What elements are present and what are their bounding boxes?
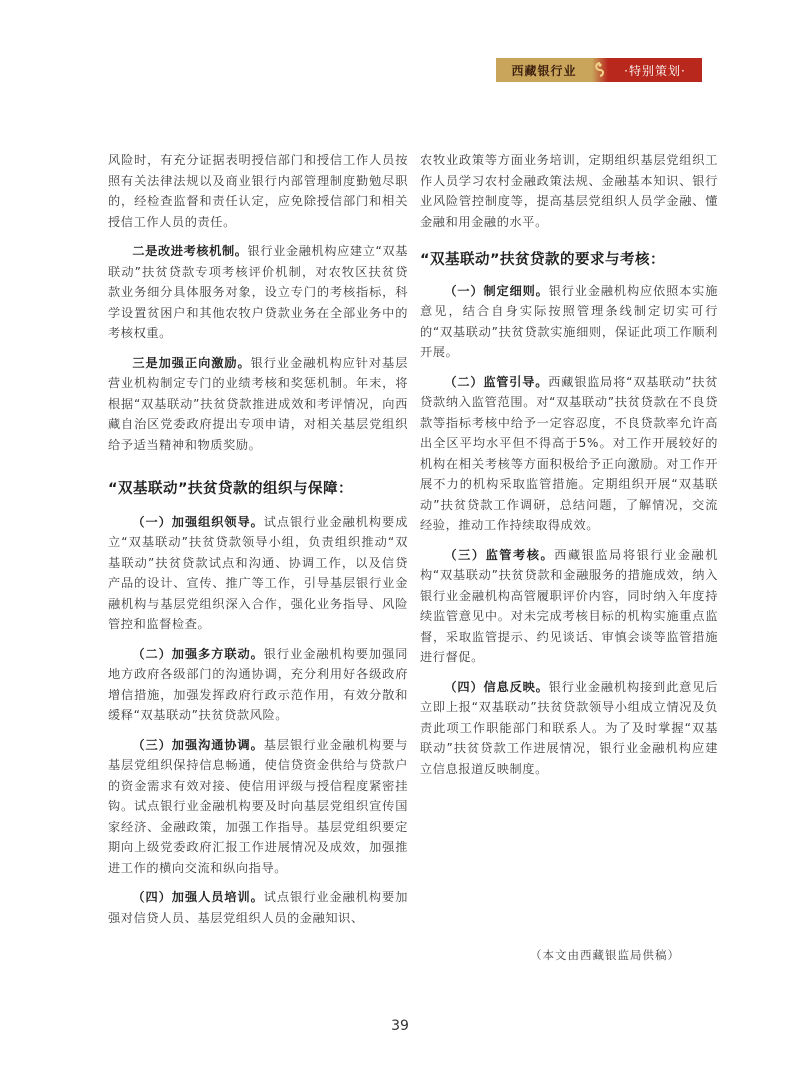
paragraph: 风险时，有充分证据表明授信部门和授信工作人员按照有关法律法规以及商业银行内部管理制度勤勉尽职的，经检查监督和责任认定，应免除授信部门和相关授信工作人员的责任。 bbox=[108, 153, 408, 229]
paragraph-body: 银行业金融机构要加强同地方政府各级部门的沟通协调，充分利用好各级政府增信措施，加强发挥政府行政示范作用，有效分散和缓释“双基联动”扶贫贷款风险。 bbox=[108, 646, 408, 722]
paragraph-lead: （三）监管考核。 bbox=[444, 547, 555, 562]
right-column bbox=[420, 150, 718, 788]
paragraph bbox=[108, 353, 408, 456]
paragraph-lead: （一）制定细则。 bbox=[444, 283, 549, 298]
paragraph-lead: （四）信息反映。 bbox=[444, 679, 549, 694]
paragraph-body: 银行业金融机构应依照本实施意见，结合自身实际按照管理条线制定切实可行的“双基联动”扶贫贷款实施细则，保证此项工作顺利开展。 bbox=[420, 283, 718, 359]
section-heading: “双基联动”扶贫贷款的组织与保障： bbox=[108, 481, 354, 497]
paragraph-lead: （二）加强多方联动。 bbox=[132, 646, 264, 661]
section-label: ·特别策划· bbox=[608, 58, 702, 82]
paragraph-body: 西藏银监局将“双基联动”扶贫贷款纳入监管范围。对“双基联动”扶贫贷款在不良贷款等指标考核中给予一定容忍度，不良贷款率允许高出全区平均水平但不得高于5%。对工作开展较好的机构在相关考核等方面积极给予正向激励。对工作开展不力的机构采取监管措施。定期组织开展“双基联动”扶贫贷款工作调研，总结问题，了解情况，交流经验，推动工作持续取得成效。 bbox=[420, 374, 718, 532]
source-credit: （本文由西藏银监局供稿） bbox=[530, 948, 680, 962]
paragraph-lead: 二是改进考核机制。 bbox=[132, 244, 248, 258]
swirl-icon bbox=[592, 58, 608, 82]
paragraph-lead: （二）监管引导。 bbox=[444, 374, 549, 389]
paragraph bbox=[420, 677, 718, 780]
paragraph-body: 银行业金融机构接到此意见后立即上报“双基联动”扶贫贷款领导小组成立情况及负责此项工作职能部门和联系人。为了及时掌握“双基联动”扶贫贷款工作进展情况，银行业金融机构应建立信息报道反映制度。 bbox=[420, 679, 718, 776]
paragraph bbox=[420, 281, 718, 363]
paragraph bbox=[108, 512, 408, 635]
paragraph bbox=[108, 887, 408, 928]
paragraph bbox=[108, 241, 408, 344]
paragraph bbox=[420, 372, 718, 536]
section-heading: “双基联动”扶贫贷款的要求与考核： bbox=[420, 252, 666, 268]
paragraph bbox=[108, 735, 408, 879]
page-number: 39 bbox=[391, 1018, 409, 1034]
paragraph-body: 试点银行业金融机构要加强对信贷人员、基层党组织人员的金融知识、 bbox=[108, 890, 408, 925]
paragraph-body: 基层银行业金融机构要与基层党组织保持信息畅通，使信贷资金供给与贷款户的资金需求有效对接、使信用评级与授信程度紧密挂钩。试点银行业金融机构要及时向基层党组织宣传国家经济、金融政策，加强工作指导。基层党组织要定期向上级党委政府汇报工作进展情况及成效，加强推进工作的横向交流和纵向指导。 bbox=[108, 737, 408, 875]
paragraph-lead: （三）加强沟通协调。 bbox=[132, 737, 264, 752]
paragraph-lead: （一）加强组织领导。 bbox=[132, 514, 264, 529]
magazine-brand: 西藏银行业 bbox=[496, 58, 592, 82]
paragraph-lead: 三是加强正向激励。 bbox=[132, 355, 251, 370]
paragraph bbox=[108, 644, 408, 726]
paragraph-body: 银行业金融机构应建立“双基联动”扶贫贷款专项考核评价机制，对农牧区扶贫贷款业务细分具体服务对象，设立专门的考核指标，科学设置贫困户和其他农牧户贷款业务在全部业务中的考核权重。 bbox=[108, 244, 408, 340]
paragraph bbox=[420, 545, 718, 668]
left-column bbox=[108, 150, 408, 937]
paragraph-body: 银行业金融机构应针对基层营业机构制定专门的业绩考核和奖惩机制。年末，将根据“双基联动”扶贫贷款推进成效和考评情况，向西藏自治区党委政府提出专项申请，对相关基层党组织给予适当精神和物质奖励。 bbox=[108, 355, 408, 452]
paragraph-lead: （四）加强人员培训。 bbox=[132, 890, 264, 904]
paragraph: 农牧业政策等方面业务培训，定期组织基层党组织工作人员学习农村金融政策法规、金融基本知识、银行业风险管控制度等，提高基层党组织人员学金融、懂金融和用金融的水平。 bbox=[420, 153, 718, 229]
paragraph-body: 试点银行业金融机构要成立“双基联动”扶贫贷款领导小组，负责组织推动“双基联动”扶贫贷款试点和沟通、协调工作，以及信贷产品的设计、宣传、推广等工作，引导基层银行业金融机构与基层党组织深入合作，强化业务指导、风险管控和监督检查。 bbox=[108, 514, 408, 631]
header-band bbox=[496, 58, 702, 82]
paragraph-body: 西藏银监局将银行业金融机构“双基联动”扶贫贷款和金融服务的措施成效，纳入银行业金融机构高管履职评价内容，同时纳入年度持续监管意见中。对未完成考核目标的机构实施重点监督，采取监管提示、约见谈话、审慎会谈等监管措施进行督促。 bbox=[420, 547, 718, 664]
